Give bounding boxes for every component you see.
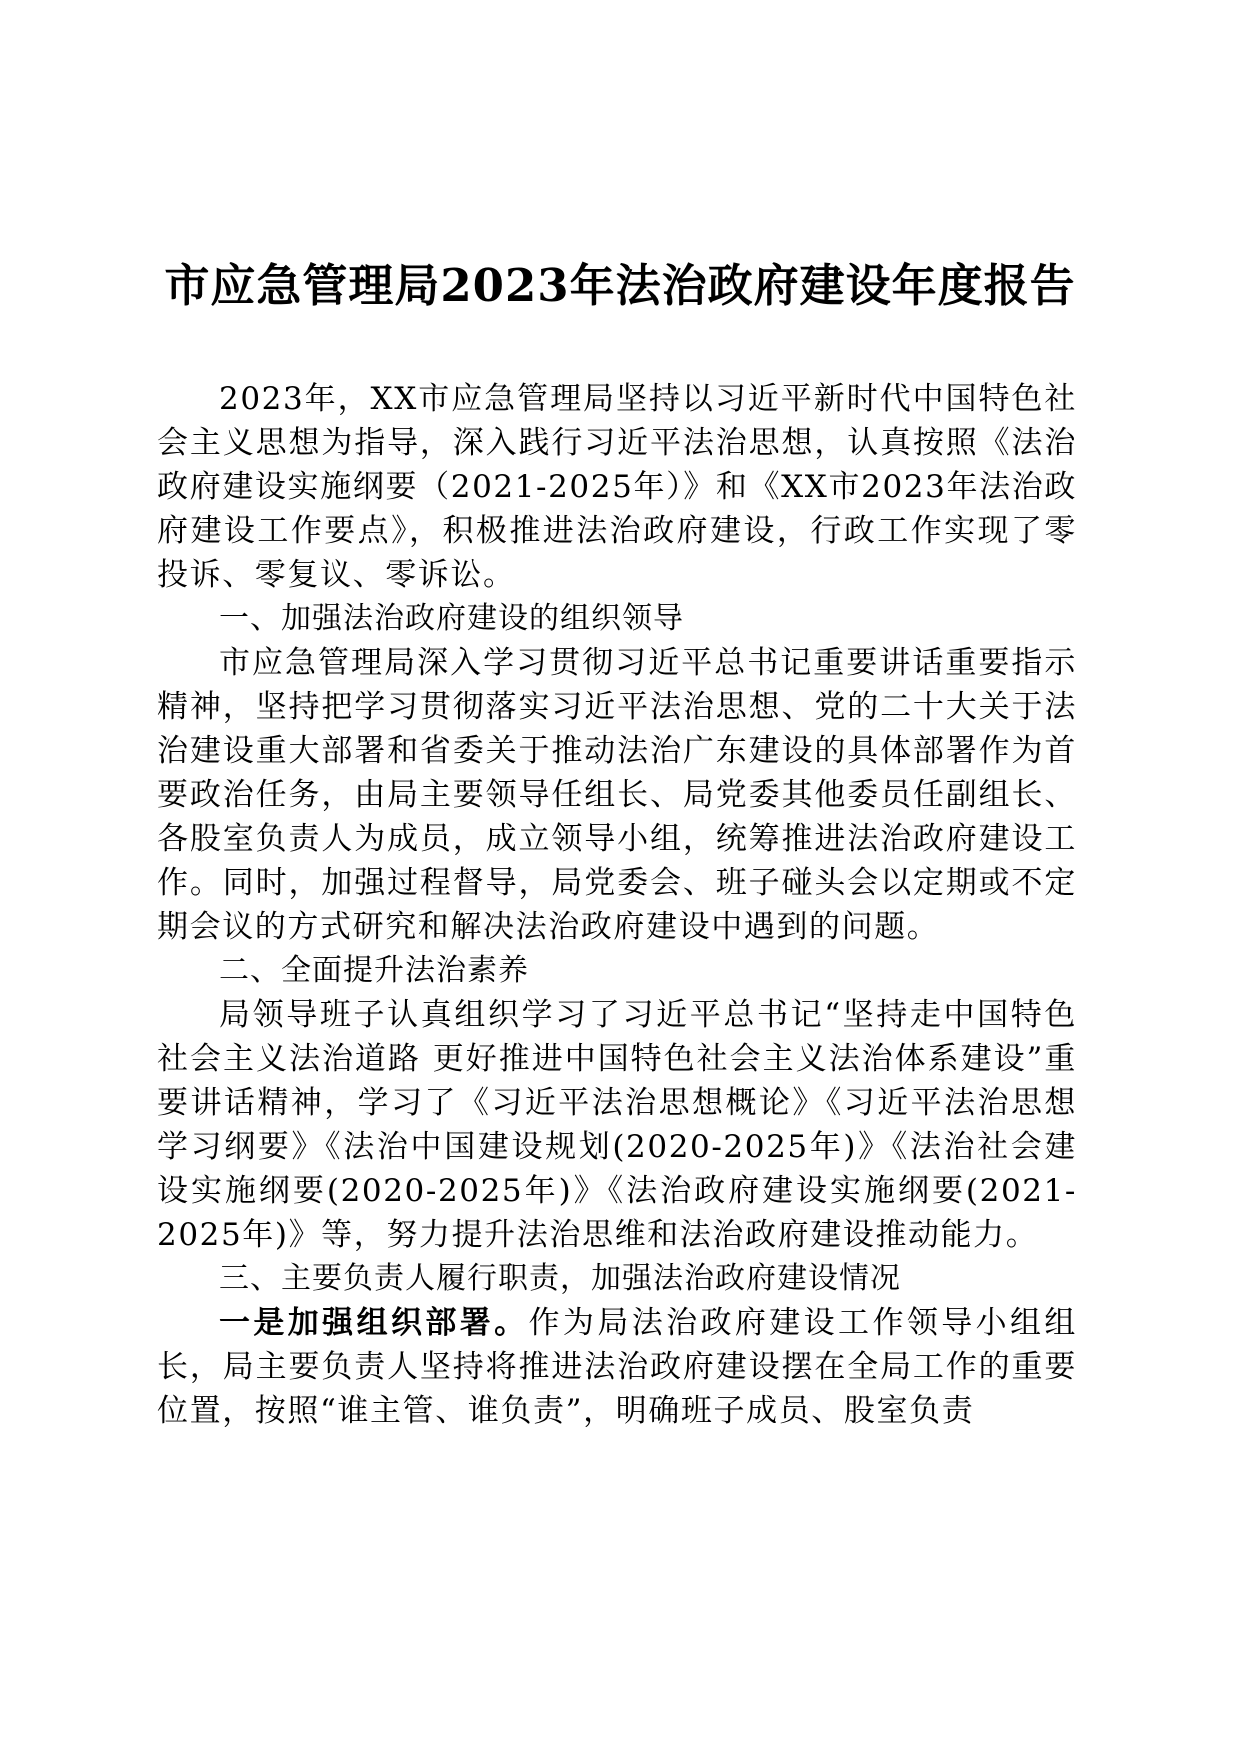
section-3-text: 作为局法治政府建设工作领导小组组长，局主要负责人坚持将推进法治政府建设摆在全局工作的重要位置，按照“谁主管、谁负责”，明确班子成员、股室负责: [157, 1305, 1077, 1429]
document-body: [157, 377, 1077, 1433]
section-3-lead: 一是加强组织部署。: [219, 1305, 529, 1341]
section-2-paragraph: 局领导班子认真组织学习了习近平总书记“坚持走中国特色社会主义法治道路 更好推进中国特色社会主义法治体系建设”重要讲话精神，学习了《习近平法治思想概论》《习近平法治思想学习纲要》《法治中国建设规划(2020-2025年)》《法治社会建设实施纲要(2020-2025年)》《法治政府建设实施纲要(2021-2025年)》等，努力提升法治思维和法治政府建设推动能力。: [157, 997, 1077, 1253]
section-2-heading: 二、全面提升法治素养: [219, 953, 529, 988]
intro-paragraph: 2023年，XX市应急管理局坚持以习近平新时代中国特色社会主义思想为指导，深入践行习近平法治思想，认真按照《法治政府建设实施纲要（2021-2025年）》和《XX市2023年法治政府建设工作要点》，积极推进法治政府建设，行政工作实现了零投诉、零复议、零诉讼。: [157, 381, 1077, 593]
section-3-paragraph: [157, 1301, 1077, 1433]
section-1-heading: 一、加强法治政府建设的组织领导: [219, 601, 684, 636]
section-3-heading: 三、主要负责人履行职责，加强法治政府建设情况: [219, 1261, 901, 1296]
section-1-paragraph: 市应急管理局深入学习贯彻习近平总书记重要讲话重要指示精神，坚持把学习贯彻落实习近平法治思想、党的二十大关于法治建设重大部署和省委关于推动法治广东建设的具体部署作为首要政治任务，由局主要领导任组长、局党委其他委员任副组长、各股室负责人为成员，成立领导小组，统筹推进法治政府建设工作。同时，加强过程督导，局党委会、班子碰头会以定期或不定期会议的方式研究和解决法治政府建设中遇到的问题。: [157, 645, 1077, 945]
document-title: 市应急管理局2023年法治政府建设年度报告: [164, 259, 1076, 312]
